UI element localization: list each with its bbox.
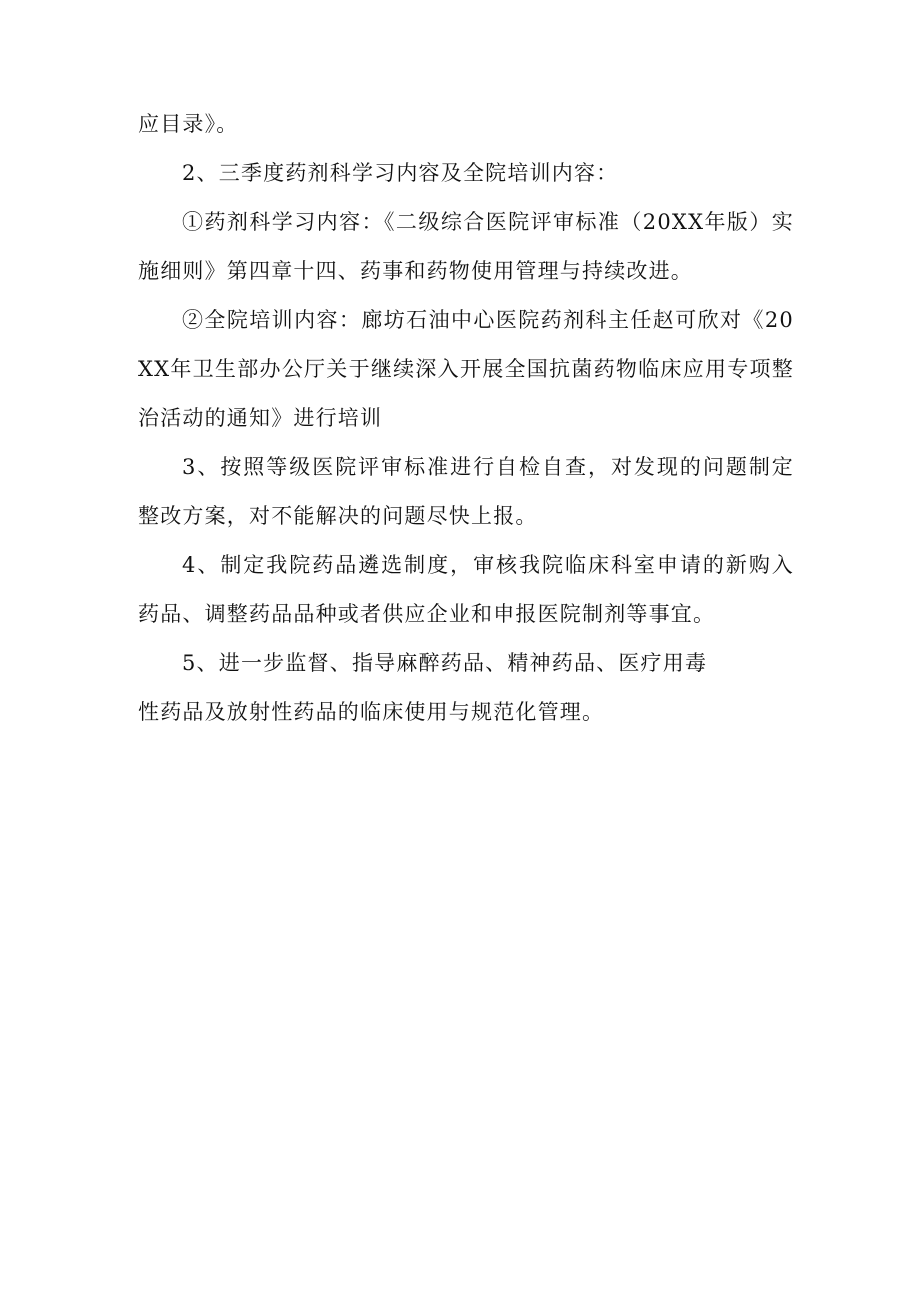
paragraph-item-5-continued: 性药品及放射性药品的临床使用与规范化管理。 bbox=[138, 700, 605, 724]
paragraph-item-2-pharmacy-study: ①药剂科学习内容：《二级综合医院评审标准（20XX年版）实施细则》第四章十四、药事和药物使用管理与持续改进。 bbox=[138, 210, 794, 283]
paragraph-item-4: 4、制定我院药品遴选制度，审核我院临床科室申请的新购入药品、调整药品品种或者供应企业和申报医院制剂等事宜。 bbox=[138, 553, 794, 626]
paragraph-catalog-end: 应目录》。 bbox=[138, 112, 239, 136]
paragraph-item-2-hospital-training: ②全院培训内容：廊坊石油中心医院药剂科主任赵可欣对《20XX年卫生部办公厅关于继续深入开展全国抗菌药物临床应用专项整治活动的通知》进行培训 bbox=[138, 308, 794, 430]
paragraph-item-2-heading: 2、三季度药剂科学习内容及全院培训内容： bbox=[182, 161, 619, 185]
paragraph-item-3: 3、按照等级医院评审标准进行自检自查，对发现的问题制定整改方案，对不能解决的问题尽快上报。 bbox=[138, 455, 794, 528]
paragraph-item-5: 5、进一步监督、指导麻醉药品、精神药品、医疗用毒 bbox=[182, 651, 708, 675]
document-body bbox=[138, 100, 794, 737]
